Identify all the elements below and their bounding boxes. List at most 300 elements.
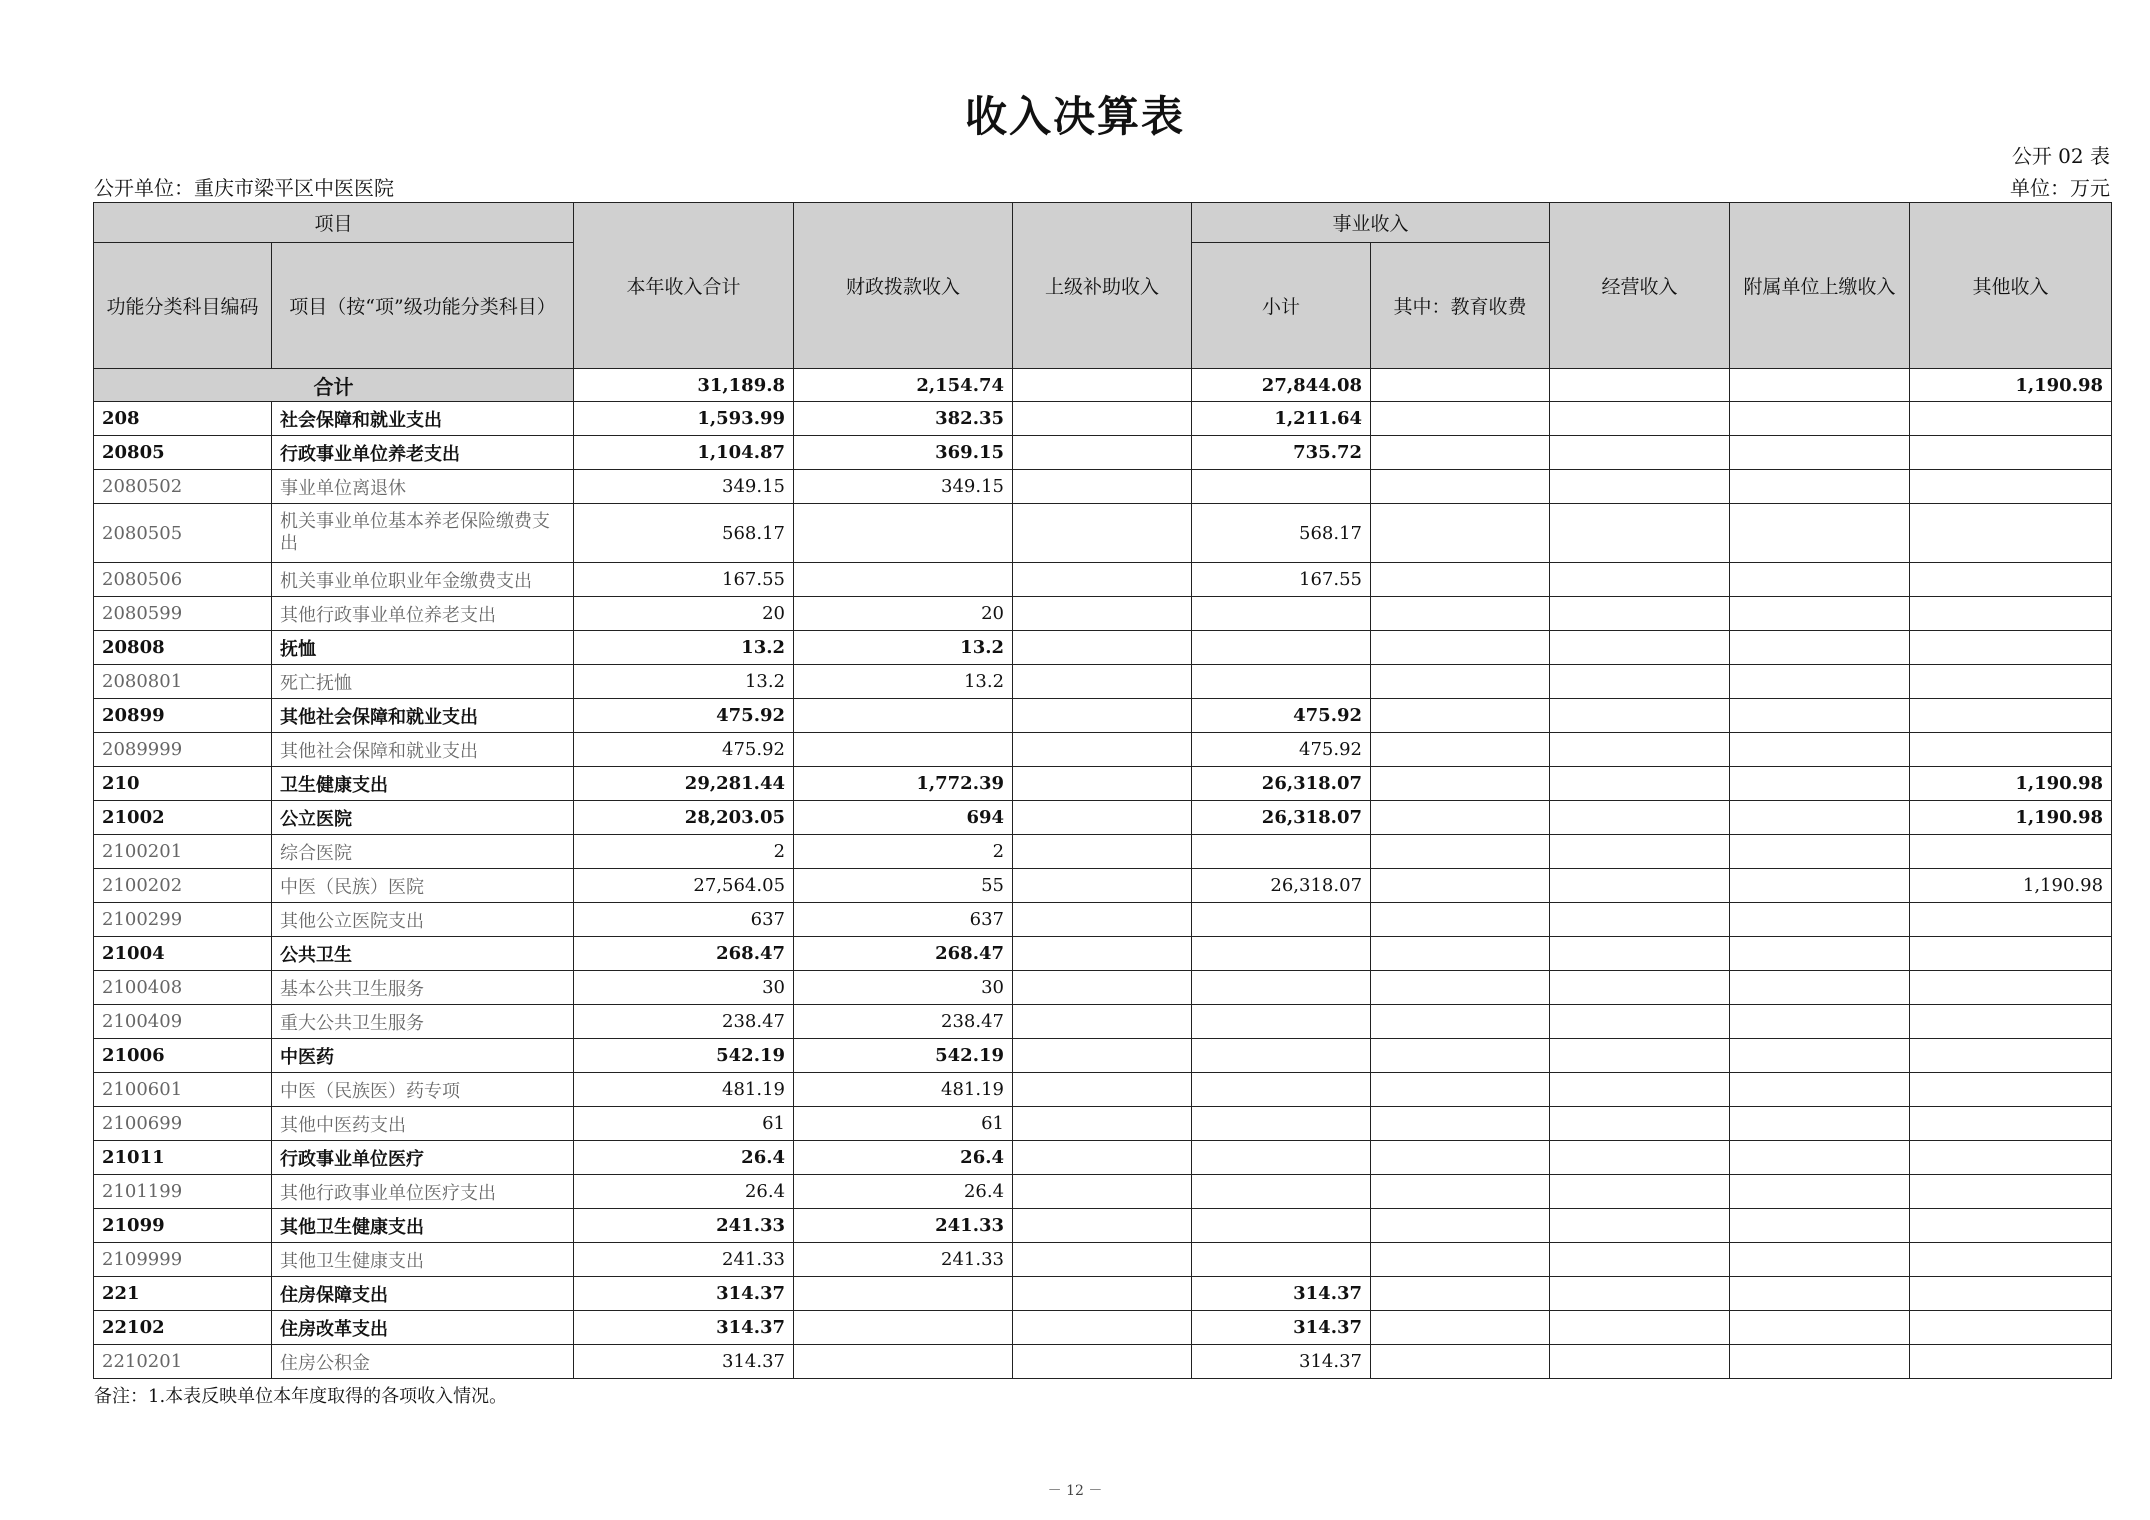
cell-total: 2 [574,835,794,869]
cell-superior [1013,1039,1192,1073]
cell-affiliated [1730,1175,1910,1209]
cell-total: 1,593.99 [574,402,794,436]
cell-operating [1550,597,1730,631]
cell-operating [1550,1141,1730,1175]
cell-subtotal [1192,597,1371,631]
cell-operating [1550,504,1730,563]
table-row [94,869,2112,903]
cell-subtotal: 475.92 [1192,699,1371,733]
cell-subtotal [1192,1141,1371,1175]
table-row [94,767,2112,801]
cell-superior [1013,665,1192,699]
cell-education [1371,597,1550,631]
cell-other [1910,903,2112,937]
cell-fiscal [794,699,1013,733]
cell-total: 542.19 [574,1039,794,1073]
total-cell-total: 31,189.8 [574,369,794,402]
page-number: － 12 － [1047,1483,1103,1499]
cell-name: 抚恤 [272,631,574,665]
cell-code: 2080502 [94,470,272,504]
cell-total: 27,564.05 [574,869,794,903]
cell-affiliated [1730,504,1910,563]
cell-subtotal: 314.37 [1192,1311,1371,1345]
cell-operating [1550,1005,1730,1039]
cell-name: 其他卫生健康支出 [272,1209,574,1243]
footnote: 备注：1.本表反映单位本年度取得的各项收入情况。 [94,1386,508,1407]
header-project: 项目 [94,203,574,243]
cell-code: 2210201 [94,1345,272,1379]
cell-fiscal: 2 [794,835,1013,869]
total-label: 合计 [94,369,574,402]
cell-superior [1013,733,1192,767]
cell-other: 1,190.98 [1910,869,2112,903]
cell-affiliated [1730,1141,1910,1175]
cell-total: 26.4 [574,1175,794,1209]
cell-code: 2089999 [94,733,272,767]
cell-other [1910,563,2112,597]
cell-subtotal: 1,211.64 [1192,402,1371,436]
cell-affiliated [1730,402,1910,436]
cell-name: 其他行政事业单位医疗支出 [272,1175,574,1209]
cell-operating [1550,937,1730,971]
table-row [94,801,2112,835]
table-row [94,504,2112,563]
cell-other [1910,1243,2112,1277]
header-total: 本年收入合计 [574,203,794,369]
table-row [94,1277,2112,1311]
cell-fiscal: 481.19 [794,1073,1013,1107]
cell-name: 事业单位离退休 [272,470,574,504]
cell-name: 死亡抚恤 [272,665,574,699]
cell-name: 中医药 [272,1039,574,1073]
cell-subtotal [1192,903,1371,937]
table-row [94,402,2112,436]
total-cell-operating [1550,369,1730,402]
table-row [94,1345,2112,1379]
table-row [94,631,2112,665]
cell-total: 1,104.87 [574,436,794,470]
cell-subtotal: 26,318.07 [1192,801,1371,835]
cell-other [1910,1107,2112,1141]
cell-fiscal: 20 [794,597,1013,631]
cell-operating [1550,767,1730,801]
cell-name: 机关事业单位职业年金缴费支出 [272,563,574,597]
cell-subtotal [1192,937,1371,971]
cell-code: 21004 [94,937,272,971]
total-row [94,369,2112,402]
cell-fiscal: 349.15 [794,470,1013,504]
cell-superior [1013,903,1192,937]
cell-total: 475.92 [574,699,794,733]
cell-operating [1550,436,1730,470]
cell-subtotal: 167.55 [1192,563,1371,597]
cell-education [1371,1073,1550,1107]
cell-total: 241.33 [574,1243,794,1277]
cell-fiscal: 241.33 [794,1243,1013,1277]
table-row [94,1073,2112,1107]
cell-operating [1550,631,1730,665]
cell-total: 314.37 [574,1277,794,1311]
header-operating: 经营收入 [1550,203,1730,369]
cell-name: 住房保障支出 [272,1277,574,1311]
cell-fiscal: 1,772.39 [794,767,1013,801]
total-cell-fiscal: 2,154.74 [794,369,1013,402]
cell-fiscal: 694 [794,801,1013,835]
cell-education [1371,1107,1550,1141]
cell-other [1910,1209,2112,1243]
cell-education [1371,1277,1550,1311]
form-number: 公开 02 表 [2011,144,2110,168]
cell-total: 314.37 [574,1311,794,1345]
cell-education [1371,903,1550,937]
cell-fiscal [794,1345,1013,1379]
cell-operating [1550,402,1730,436]
cell-operating [1550,1345,1730,1379]
cell-fiscal: 13.2 [794,665,1013,699]
cell-superior [1013,971,1192,1005]
header-name: 项目（按“项”级功能分类科目） [272,243,574,369]
cell-superior [1013,1005,1192,1039]
cell-other [1910,937,2112,971]
cell-operating [1550,1175,1730,1209]
cell-code: 2100201 [94,835,272,869]
total-cell-other: 1,190.98 [1910,369,2112,402]
currency-unit: 单位：万元 [2010,176,2110,200]
cell-education [1371,835,1550,869]
cell-fiscal: 61 [794,1107,1013,1141]
cell-other [1910,597,2112,631]
cell-operating [1550,1107,1730,1141]
cell-education [1371,436,1550,470]
cell-education [1371,1209,1550,1243]
cell-fiscal [794,733,1013,767]
cell-education [1371,801,1550,835]
cell-code: 2100699 [94,1107,272,1141]
cell-affiliated [1730,1005,1910,1039]
cell-fiscal: 268.47 [794,937,1013,971]
cell-fiscal: 637 [794,903,1013,937]
cell-fiscal [794,1311,1013,1345]
cell-code: 210 [94,767,272,801]
cell-superior [1013,436,1192,470]
cell-subtotal [1192,1039,1371,1073]
table-row [94,436,2112,470]
cell-total: 29,281.44 [574,767,794,801]
cell-subtotal [1192,1209,1371,1243]
cell-affiliated [1730,835,1910,869]
cell-education [1371,1039,1550,1073]
cell-other: 1,190.98 [1910,801,2112,835]
cell-superior [1013,631,1192,665]
cell-code: 21011 [94,1141,272,1175]
cell-operating [1550,1039,1730,1073]
cell-affiliated [1730,436,1910,470]
cell-fiscal: 30 [794,971,1013,1005]
cell-affiliated [1730,937,1910,971]
cell-name: 中医（民族医）药专项 [272,1073,574,1107]
cell-superior [1013,767,1192,801]
cell-total: 61 [574,1107,794,1141]
cell-education [1371,1311,1550,1345]
cell-affiliated [1730,869,1910,903]
cell-education [1371,1005,1550,1039]
cell-superior [1013,402,1192,436]
cell-operating [1550,470,1730,504]
cell-subtotal [1192,971,1371,1005]
cell-affiliated [1730,971,1910,1005]
cell-operating [1550,1311,1730,1345]
cell-affiliated [1730,733,1910,767]
cell-name: 行政事业单位医疗 [272,1141,574,1175]
total-cell-subtotal: 27,844.08 [1192,369,1371,402]
cell-code: 2080801 [94,665,272,699]
cell-affiliated [1730,1073,1910,1107]
cell-name: 重大公共卫生服务 [272,1005,574,1039]
cell-other [1910,1073,2112,1107]
cell-affiliated [1730,563,1910,597]
cell-operating [1550,903,1730,937]
cell-other [1910,835,2112,869]
cell-superior [1013,1107,1192,1141]
cell-name: 其他卫生健康支出 [272,1243,574,1277]
header-affiliated: 附属单位上缴收入 [1730,203,1910,369]
header-subtotal: 小计 [1192,243,1371,369]
cell-code: 2080505 [94,504,272,563]
cell-affiliated [1730,1039,1910,1073]
table-row [94,1311,2112,1345]
cell-total: 30 [574,971,794,1005]
cell-subtotal [1192,1073,1371,1107]
cell-code: 2100408 [94,971,272,1005]
cell-other [1910,1039,2112,1073]
cell-education [1371,1141,1550,1175]
cell-subtotal: 26,318.07 [1192,869,1371,903]
cell-total: 481.19 [574,1073,794,1107]
cell-code: 22102 [94,1311,272,1345]
cell-education [1371,1175,1550,1209]
header-business: 事业收入 [1192,203,1550,243]
cell-superior [1013,504,1192,563]
cell-subtotal: 314.37 [1192,1277,1371,1311]
cell-superior [1013,869,1192,903]
table-row [94,835,2112,869]
table-row [94,1141,2112,1175]
cell-affiliated [1730,665,1910,699]
cell-affiliated [1730,801,1910,835]
cell-education [1371,1243,1550,1277]
cell-subtotal: 314.37 [1192,1345,1371,1379]
cell-code: 21002 [94,801,272,835]
cell-operating [1550,1073,1730,1107]
cell-superior [1013,1277,1192,1311]
cell-fiscal: 26.4 [794,1141,1013,1175]
cell-other [1910,631,2112,665]
cell-code: 2100299 [94,903,272,937]
cell-fiscal [794,504,1013,563]
cell-affiliated [1730,1107,1910,1141]
cell-code: 2080506 [94,563,272,597]
cell-name: 公立医院 [272,801,574,835]
cell-other [1910,665,2112,699]
cell-education [1371,631,1550,665]
cell-fiscal: 26.4 [794,1175,1013,1209]
cell-superior [1013,563,1192,597]
cell-subtotal: 735.72 [1192,436,1371,470]
cell-other [1910,402,2112,436]
cell-total: 268.47 [574,937,794,971]
cell-superior [1013,1141,1192,1175]
cell-superior [1013,1175,1192,1209]
cell-code: 20808 [94,631,272,665]
cell-affiliated [1730,597,1910,631]
cell-code: 20899 [94,699,272,733]
cell-other [1910,1345,2112,1379]
cell-name: 综合医院 [272,835,574,869]
cell-total: 28,203.05 [574,801,794,835]
cell-operating [1550,563,1730,597]
cell-education [1371,665,1550,699]
table-row [94,563,2112,597]
cell-total: 167.55 [574,563,794,597]
cell-affiliated [1730,470,1910,504]
cell-education [1371,971,1550,1005]
cell-subtotal [1192,1175,1371,1209]
cell-subtotal [1192,665,1371,699]
table-row [94,470,2112,504]
cell-superior [1013,835,1192,869]
cell-operating [1550,801,1730,835]
cell-fiscal: 13.2 [794,631,1013,665]
cell-affiliated [1730,631,1910,665]
cell-other [1910,1277,2112,1311]
table-row [94,1107,2112,1141]
cell-total: 349.15 [574,470,794,504]
total-cell-superior [1013,369,1192,402]
cell-other [1910,1005,2112,1039]
cell-code: 2100202 [94,869,272,903]
cell-education [1371,1345,1550,1379]
cell-affiliated [1730,903,1910,937]
cell-code: 20805 [94,436,272,470]
table-row [94,733,2112,767]
cell-name: 机关事业单位基本养老保险缴费支出 [272,504,574,563]
cell-education [1371,699,1550,733]
cell-operating [1550,1209,1730,1243]
cell-code: 2100601 [94,1073,272,1107]
cell-name: 住房公积金 [272,1345,574,1379]
cell-education [1371,733,1550,767]
cell-subtotal: 568.17 [1192,504,1371,563]
cell-affiliated [1730,1277,1910,1311]
cell-other: 1,190.98 [1910,767,2112,801]
cell-superior [1013,1243,1192,1277]
table-row [94,1005,2112,1039]
cell-superior [1013,1345,1192,1379]
cell-fiscal: 382.35 [794,402,1013,436]
cell-other [1910,504,2112,563]
cell-name: 公共卫生 [272,937,574,971]
table-row [94,1175,2112,1209]
cell-total: 13.2 [574,631,794,665]
cell-name: 其他公立医院支出 [272,903,574,937]
cell-name: 其他中医药支出 [272,1107,574,1141]
cell-affiliated [1730,1311,1910,1345]
cell-superior [1013,937,1192,971]
cell-other [1910,699,2112,733]
cell-education [1371,767,1550,801]
cell-other [1910,470,2112,504]
cell-code: 2080599 [94,597,272,631]
cell-operating [1550,971,1730,1005]
cell-fiscal: 55 [794,869,1013,903]
cell-code: 2109999 [94,1243,272,1277]
header-code: 功能分类科目编码 [94,243,272,369]
cell-superior [1013,1073,1192,1107]
cell-operating [1550,699,1730,733]
cell-total: 314.37 [574,1345,794,1379]
table-row [94,597,2112,631]
cell-total: 568.17 [574,504,794,563]
cell-total: 26.4 [574,1141,794,1175]
header-other: 其他收入 [1910,203,2112,369]
cell-education [1371,470,1550,504]
table-row [94,699,2112,733]
cell-affiliated [1730,1243,1910,1277]
cell-code: 2100409 [94,1005,272,1039]
cell-operating [1550,1243,1730,1277]
cell-fiscal [794,1277,1013,1311]
cell-name: 卫生健康支出 [272,767,574,801]
cell-superior [1013,597,1192,631]
cell-affiliated [1730,767,1910,801]
cell-superior [1013,699,1192,733]
cell-name: 基本公共卫生服务 [272,971,574,1005]
cell-total: 20 [574,597,794,631]
cell-subtotal [1192,1107,1371,1141]
cell-education [1371,937,1550,971]
cell-fiscal: 542.19 [794,1039,1013,1073]
cell-name: 社会保障和就业支出 [272,402,574,436]
cell-total: 241.33 [574,1209,794,1243]
cell-name: 其他行政事业单位养老支出 [272,597,574,631]
cell-subtotal [1192,631,1371,665]
cell-operating [1550,869,1730,903]
cell-operating [1550,665,1730,699]
table-row [94,1039,2112,1073]
cell-code: 208 [94,402,272,436]
cell-operating [1550,1277,1730,1311]
cell-name: 中医（民族）医院 [272,869,574,903]
cell-subtotal [1192,1243,1371,1277]
total-cell-education [1371,369,1550,402]
cell-total: 475.92 [574,733,794,767]
cell-name: 其他社会保障和就业支出 [272,699,574,733]
cell-education [1371,869,1550,903]
cell-total: 238.47 [574,1005,794,1039]
table-row [94,665,2112,699]
cell-other [1910,436,2112,470]
cell-other [1910,1311,2112,1345]
cell-superior [1013,1209,1192,1243]
header-fiscal: 财政拨款收入 [794,203,1013,369]
table-row [94,1243,2112,1277]
table-row [94,1209,2112,1243]
cell-fiscal: 241.33 [794,1209,1013,1243]
table-row [94,937,2112,971]
total-cell-affiliated [1730,369,1910,402]
cell-subtotal [1192,470,1371,504]
cell-code: 21099 [94,1209,272,1243]
